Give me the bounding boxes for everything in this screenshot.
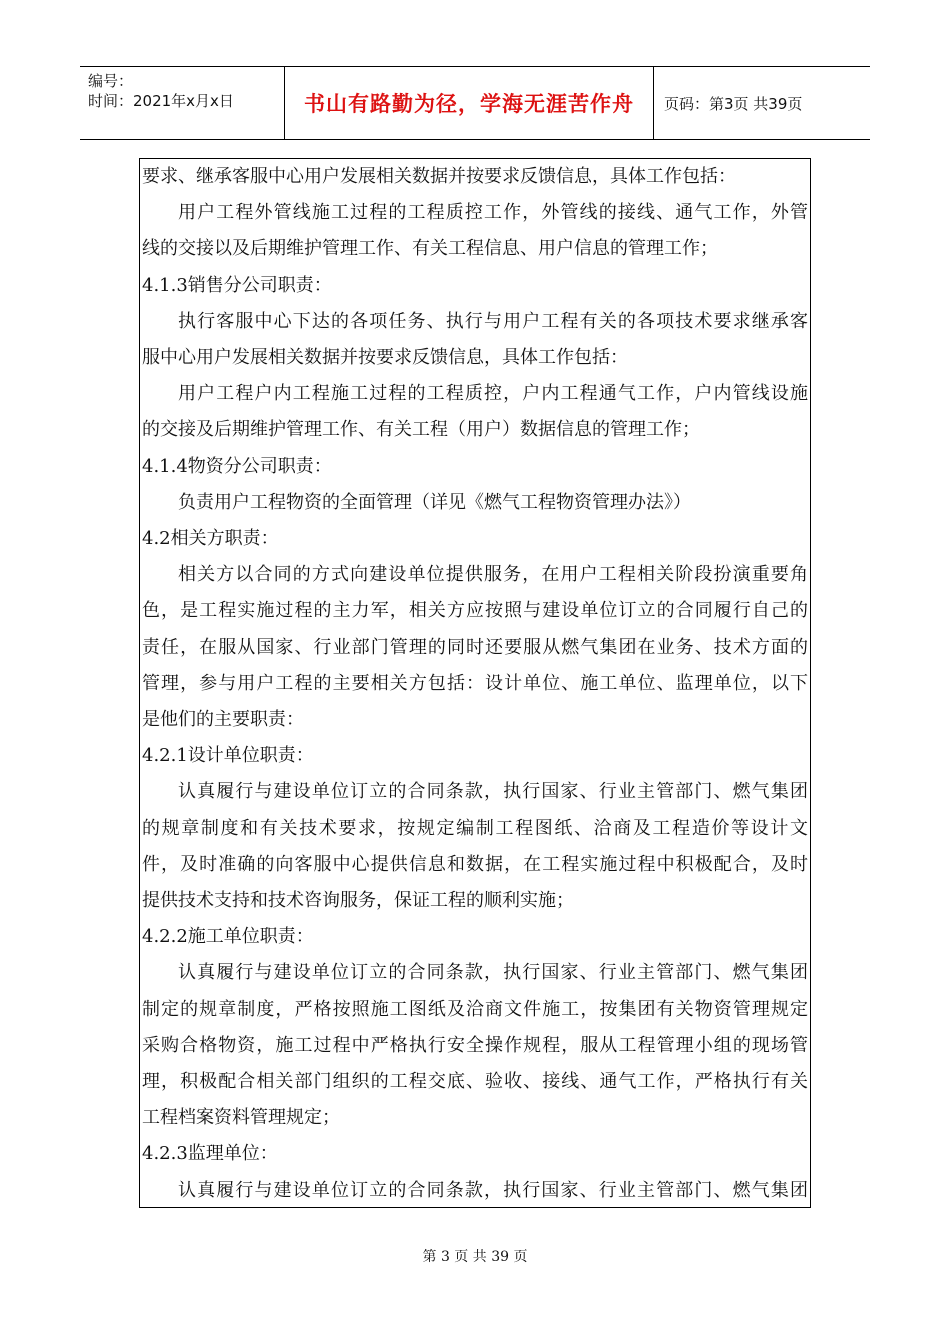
body-text-line: 的规章制度和有关技术要求，按规定编制工程图纸、洽商及工程造价等设计文 (142, 817, 808, 839)
header-page-info-cell (654, 67, 870, 139)
section-heading: 4.1.3销售分公司职责： (142, 274, 332, 296)
body-text-line: 提供技术支持和技术咨询服务，保证工程的顺利实施； (142, 890, 574, 912)
section-heading: 4.2相关方职责： (142, 528, 279, 550)
header-motto-cell (284, 67, 654, 139)
doc-time-label: 时间：2021年x月x日 (88, 92, 234, 110)
body-text-line: 责任，在服从国家、行业部门管理的同时还要服从燃气集团在业务、技术方面的 (142, 636, 808, 658)
body-text-line: 的交接及后期维护管理工作、有关工程（用户）数据信息的管理工作； (142, 419, 700, 441)
body-text-line: 相关方以合同的方式向建设单位提供服务，在用户工程相关阶段扮演重要角 (178, 564, 808, 586)
body-text-line: 认真履行与建设单位订立的合同条款，执行国家、行业主管部门、燃气集团 (178, 781, 808, 803)
body-text-line: 件，及时准确的向客服中心提供信息和数据，在工程实施过程中积极配合，及时 (142, 853, 808, 875)
section-heading: 4.2.2施工单位职责： (142, 926, 314, 948)
doc-number-label: 编号： (88, 72, 134, 90)
body-text-line: 要求、继承客服中心用户发展相关数据并按要求反馈信息，具体工作包括： (142, 166, 736, 187)
page-footer: 第 3 页 共 39 页 (422, 1249, 528, 1265)
section-heading: 4.2.3监理单位： (142, 1143, 278, 1165)
document-header (80, 66, 870, 140)
body-text-line: 服中心用户发展相关数据并按要求反馈信息，具体工作包括： (142, 347, 628, 369)
header-meta (80, 67, 284, 139)
body-text-line: 理，积极配合相关部门组织的工程交底、验收、接线、通气工作，严格执行有关 (142, 1071, 808, 1093)
body-text-line: 用户工程户内工程施工过程的工程质控，户内工程通气工作，户内管线设施 (178, 383, 808, 405)
section-heading: 4.1.4物资分公司职责： (142, 455, 332, 477)
section-heading: 4.2.1设计单位职责： (142, 745, 314, 767)
body-text-line: 认真履行与建设单位订立的合同条款，执行国家、行业主管部门、燃气集团 (178, 962, 808, 984)
body-text-line: 认真履行与建设单位订立的合同条款，执行国家、行业主管部门、燃气集团 (178, 1179, 808, 1201)
body-text-line: 工程档案资料管理规定； (142, 1107, 340, 1129)
header-motto: 书山有路勤为径，学海无涯苦作舟 (304, 92, 634, 116)
body-text-line: 管理，参与用户工程的主要相关方包括：设计单位、施工单位、监理单位，以下 (142, 672, 808, 694)
document-body (139, 158, 811, 1208)
body-text-line: 采购合格物资，施工过程中严格执行安全操作规程，服从工程管理小组的现场管 (142, 1034, 808, 1056)
body-text-line: 负责用户工程物资的全面管理（详见《燃气工程物资管理办法》） (178, 491, 691, 513)
header-page-info: 页码：第3页 共39页 (664, 94, 803, 113)
body-text-line: 执行客服中心下达的各项任务、执行与用户工程有关的各项技术要求继承客 (178, 310, 808, 332)
body-text-line: 色，是工程实施过程的主力军，相关方应按照与建设单位订立的合同履行自己的 (142, 600, 808, 622)
body-text-line: 用户工程外管线施工过程的工程质控工作，外管线的接线、通气工作，外管 (178, 202, 808, 224)
body-text-line: 是他们的主要职责： (142, 709, 304, 731)
body-text-line: 制定的规章制度，严格按照施工图纸及洽商文件施工，按集团有关物资管理规定 (142, 998, 808, 1020)
body-text-line: 线的交接以及后期维护管理工作、有关工程信息、用户信息的管理工作； (142, 238, 718, 260)
